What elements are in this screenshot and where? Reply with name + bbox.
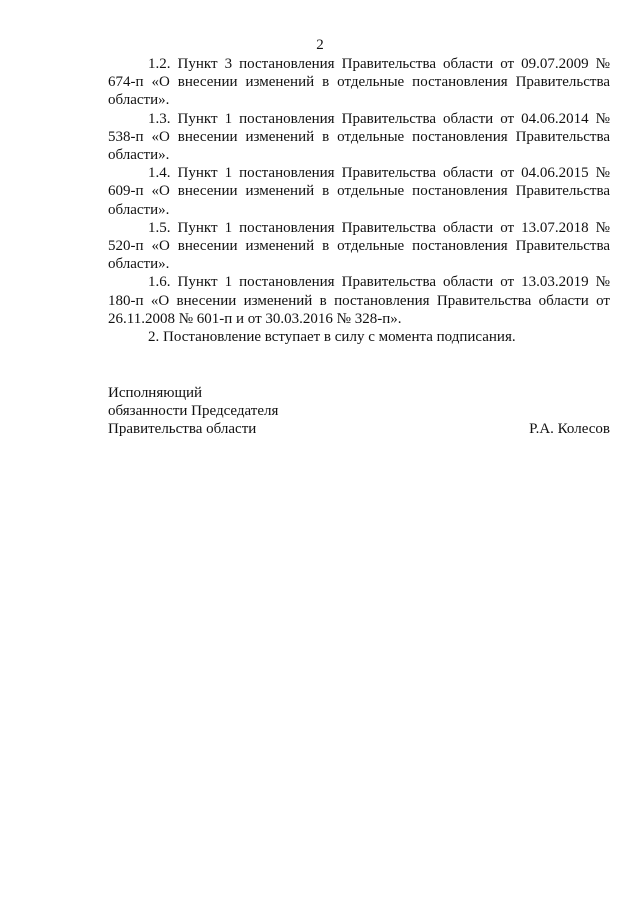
signature-position-line-1: Исполняющий — [108, 385, 203, 401]
paragraph-1-3: 1.3. Пункт 1 постановления Правительства области от 04.06.2014 № 538-п «О внесении изменений в отдельные постановления Правительства области». — [108, 110, 610, 164]
signature-position-line-2: обязанности Председателя — [108, 403, 279, 420]
signature-position — [108, 384, 278, 439]
paragraph-1-2: 1.2. Пункт 3 постановления Правительства области от 09.07.2009 № 674-п «О внесении изменений в отдельные постановления Правительства области». — [108, 56, 610, 109]
signature-position-line-3: Правительства области — [108, 421, 257, 438]
paragraph-1-4: 1.4. Пункт 1 постановления Правительства области от 04.06.2015 № 609-п «О внесении изменений в отдельные постановления Правительства области». — [108, 165, 610, 218]
paragraph-2: 2. Постановление вступает в силу с момента подписания. — [148, 329, 516, 346]
signatory-name: Р.А. Колесов — [529, 421, 610, 438]
page-number: 2 — [316, 37, 324, 53]
document-body — [108, 55, 610, 346]
paragraph-1-5: 1.5. Пункт 1 постановления Правительства области от 13.07.2018 № 520-п «О внесении изменений в отдельные постановления Правительства области». — [108, 219, 610, 273]
paragraph-1-6: 1.6. Пункт 1 постановления Правительства области от 13.03.2019 № 180-п «О внесении изменений в постановления Правительства области от 26.11.2008 № 601-п и от 30.03.2016 № 328-п». — [108, 274, 610, 327]
